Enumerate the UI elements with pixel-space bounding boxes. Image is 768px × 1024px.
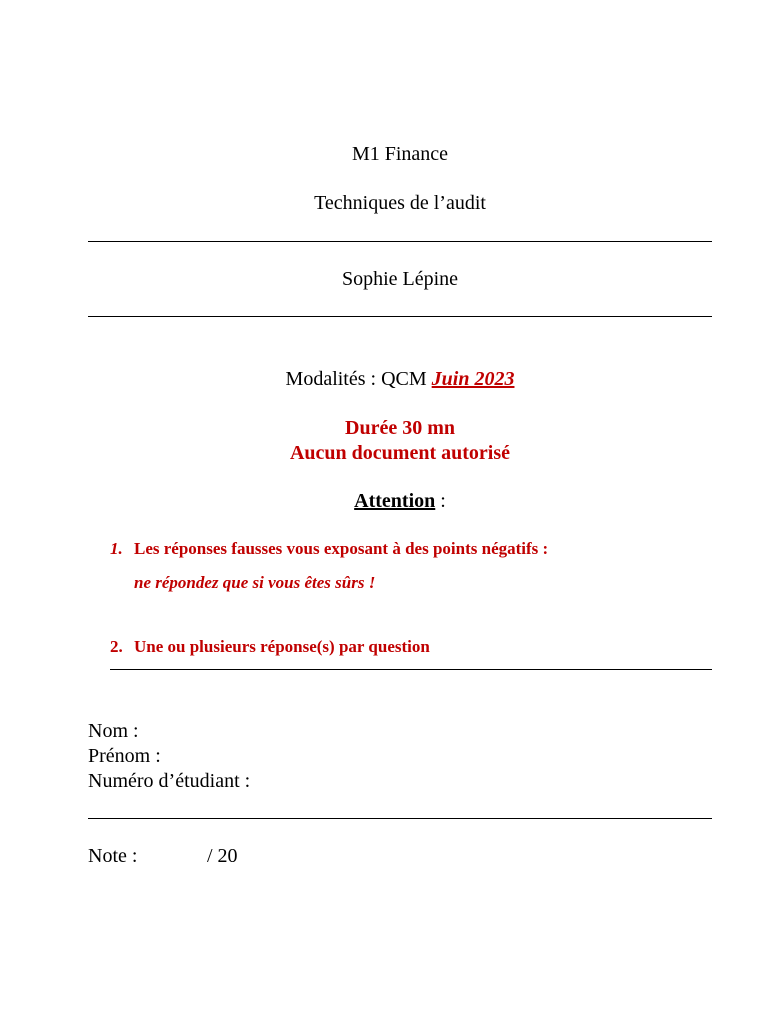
modalites-label: Modalités : QCM <box>285 368 427 390</box>
prenom-label: Prénom : <box>88 745 161 767</box>
instruction-1-number: 1. <box>110 539 123 558</box>
nom-label: Nom : <box>88 720 139 742</box>
instruction-1-text: Les réponses fausses vous exposant à des points négatifs : <box>134 539 549 558</box>
note-max-score: / 20 <box>207 845 238 867</box>
program-title: M1 Finance <box>351 143 449 165</box>
instruction-2-text: Une ou plusieurs réponse(s) par question <box>134 637 430 656</box>
exam-duration: Durée 30 mn <box>345 417 455 439</box>
header-divider-bottom <box>88 316 712 317</box>
instruction-1-subtext: ne répondez que si vous êtes sûrs ! <box>134 573 376 592</box>
exam-documents: Aucun document autorisé <box>289 442 510 464</box>
exam-modalities <box>88 367 712 391</box>
header-divider-top <box>88 241 712 242</box>
instructions-divider <box>110 669 712 670</box>
course-title: Techniques de l’audit <box>314 192 486 214</box>
attention-heading <box>88 489 712 513</box>
exam-date: Juin 2023 <box>431 368 515 390</box>
numero-etudiant-label: Numéro d’étudiant : <box>88 770 251 792</box>
note-label: Note : <box>88 845 138 867</box>
attention-label: Attention <box>354 490 436 512</box>
attention-colon: : <box>440 490 446 512</box>
teacher-name: Sophie Lépine <box>341 268 459 290</box>
student-divider <box>88 818 712 819</box>
instruction-2-number: 2. <box>110 637 123 656</box>
